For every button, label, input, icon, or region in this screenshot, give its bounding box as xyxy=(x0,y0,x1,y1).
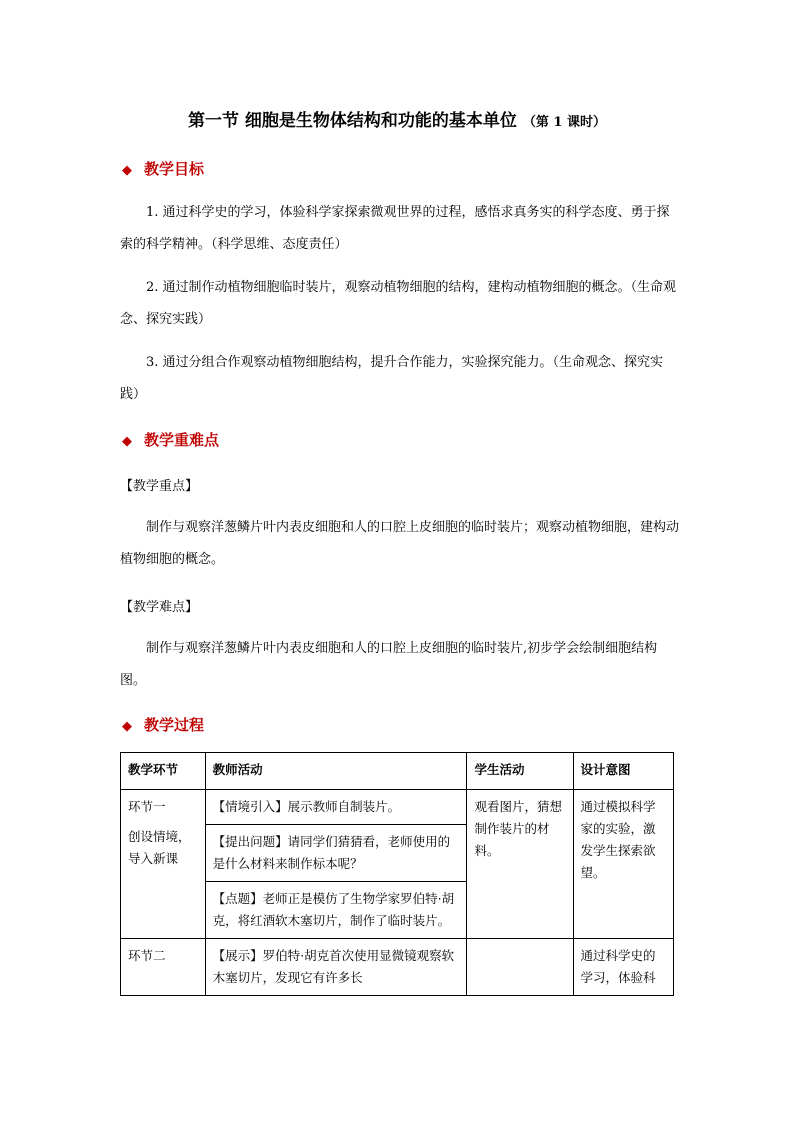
table-row xyxy=(121,790,674,939)
section-label: 教学过程 xyxy=(144,716,205,734)
table-header-cell: 设计意图 xyxy=(573,753,673,790)
focus-label: 【教学重点】 xyxy=(120,479,199,494)
teacher-activity-cell xyxy=(205,790,467,939)
table-row xyxy=(121,939,674,996)
diamond-bullet-icon: ◆ xyxy=(122,719,132,734)
teacher-activity-item: 【情境引入】展示教师自制装片。 xyxy=(206,790,467,825)
section-heading-key-points xyxy=(122,429,219,450)
stage-name: 创设情境，导入新课 xyxy=(128,829,191,866)
objective-item: 2. 通过制作动植物细胞临时装片，观察动植物细胞的结构，建构动植物细胞的概念。（生命观念、探究实践） xyxy=(120,280,677,327)
section-heading-objectives xyxy=(122,158,204,179)
teaching-process-table xyxy=(120,752,674,996)
title-lesson-note: （第 1 课时） xyxy=(522,115,607,130)
section-heading-process xyxy=(122,714,204,735)
stage-cell: 环节二 xyxy=(121,939,206,996)
title-text: 第一节 细胞是生物体结构和功能的基本单位 xyxy=(187,111,517,131)
teacher-activity-item: 【提出问题】请同学们猜猜看，老师使用的是什么材料来制作标本呢？ xyxy=(206,825,467,882)
stage-label: 环节一 xyxy=(128,799,166,814)
design-intent-cell: 通过模拟科学家的实验，激发学生探索欲望。 xyxy=(573,790,673,939)
objective-item: 1. 通过科学史的学习，体验科学家探索微观世界的过程，感悟求真务实的科学态度、勇于探索的科学精神。（科学思维、态度责任） xyxy=(120,205,670,252)
design-intent-cell: 通过科学史的学习，体验科 xyxy=(573,939,673,996)
section-label: 教学目标 xyxy=(144,160,205,178)
diamond-bullet-icon: ◆ xyxy=(122,163,132,178)
section-label: 教学重难点 xyxy=(144,431,220,449)
objective-item: 3. 通过分组合作观察动植物细胞结构，提升合作能力，实验探究能力。（生命观念、探究实践） xyxy=(120,355,664,402)
table-header-cell: 教学环节 xyxy=(121,753,206,790)
focus-text: 制作与观察洋葱鳞片叶内表皮细胞和人的口腔上皮细胞的临时装片；观察动植物细胞，建构动植物细胞的概念。 xyxy=(120,520,680,567)
teacher-activity-list xyxy=(206,790,467,938)
difficulty-label: 【教学难点】 xyxy=(120,600,199,615)
difficulty-text: 制作与观察洋葱鳞片叶内表皮细胞和人的口腔上皮细胞的临时装片,初步学会绘制细胞结构图。 xyxy=(120,641,658,688)
diamond-bullet-icon: ◆ xyxy=(122,434,132,449)
student-activity-cell: 观看图片，猜想制作装片的材料。 xyxy=(467,790,573,939)
student-activity-cell xyxy=(467,939,573,996)
stage-cell xyxy=(121,790,206,939)
table-header-cell: 学生活动 xyxy=(467,753,573,790)
page-title xyxy=(0,106,794,131)
table-header-row xyxy=(121,753,674,790)
table-header-cell: 教师活动 xyxy=(205,753,467,790)
teacher-activity-cell: 【展示】罗伯特·胡克首次使用显微镜观察软木塞切片，发现它有许多长 xyxy=(205,939,467,996)
teacher-activity-item: 【点题】老师正是模仿了生物学家罗伯特·胡克，将红酒软木塞切片，制作了临时装片。 xyxy=(212,891,455,928)
